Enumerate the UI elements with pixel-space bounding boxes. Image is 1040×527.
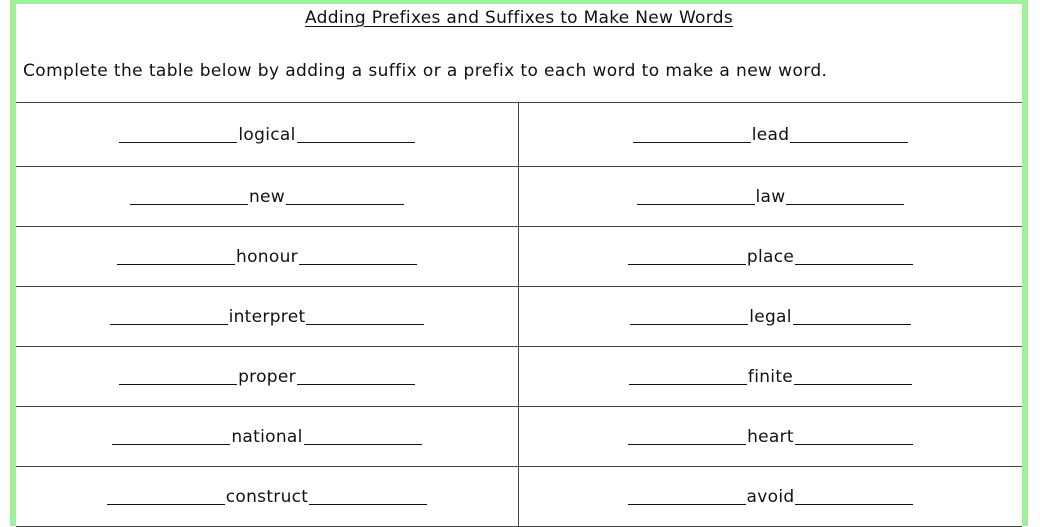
table-cell-right [519,103,1022,166]
root-word: lead [751,124,790,145]
table-cell-left [16,287,519,346]
table-row [16,347,1022,407]
prefix-blank[interactable] [628,263,746,265]
table-row [16,287,1022,347]
suffix-blank[interactable] [304,443,422,445]
prefix-blank[interactable] [119,383,237,385]
root-word: place [746,246,795,267]
suffix-blank[interactable] [793,323,911,325]
table-row [16,103,1022,167]
root-word: avoid [746,486,795,507]
root-word: legal [749,306,792,327]
prefix-blank[interactable] [629,383,747,385]
table-cell-left [16,407,519,466]
prefix-blank[interactable] [112,443,230,445]
worksheet-page [10,0,1028,526]
root-word: heart [747,426,794,447]
suffix-blank[interactable] [790,141,908,143]
prefix-blank[interactable] [119,141,237,143]
prefix-blank[interactable] [107,503,225,505]
root-word: law [755,186,786,207]
table-cell-right [519,407,1022,466]
prefix-blank[interactable] [628,503,746,505]
table-cell-right [519,227,1022,286]
table-cell-right [519,287,1022,346]
instruction-text: Complete the table below by adding a suffix or a prefix to each word to make a new word. [23,61,828,81]
table-cell-right [519,167,1022,226]
prefix-blank[interactable] [637,203,755,205]
table-row [16,227,1022,287]
table-cell-left [16,103,519,166]
suffix-blank[interactable] [786,203,904,205]
prefix-blank[interactable] [633,141,751,143]
suffix-blank[interactable] [306,323,424,325]
root-word: national [231,426,303,447]
table-row [16,167,1022,227]
suffix-blank[interactable] [795,443,913,445]
table-cell-left [16,167,519,226]
table-cell-left [16,467,519,526]
root-word: interpret [228,306,306,327]
root-word: construct [225,486,309,507]
word-table [16,102,1022,527]
prefix-blank[interactable] [628,443,746,445]
table-cell-left [16,227,519,286]
table-cell-right [519,467,1022,526]
root-word: honour [236,246,298,267]
table-cell-left [16,347,519,406]
suffix-blank[interactable] [299,263,417,265]
root-word: finite [747,366,794,387]
suffix-blank[interactable] [286,203,404,205]
suffix-blank[interactable] [297,383,415,385]
table-cell-right [519,347,1022,406]
prefix-blank[interactable] [110,323,228,325]
root-word: logical [238,124,296,145]
prefix-blank[interactable] [130,203,248,205]
suffix-blank[interactable] [297,141,415,143]
table-row [16,467,1022,527]
suffix-blank[interactable] [795,503,913,505]
worksheet-title: Adding Prefixes and Suffixes to Make New Words [305,8,733,28]
suffix-blank[interactable] [795,263,913,265]
table-row [16,407,1022,467]
prefix-blank[interactable] [117,263,235,265]
suffix-blank[interactable] [794,383,912,385]
root-word: proper [238,366,296,387]
suffix-blank[interactable] [309,503,427,505]
root-word: new [248,186,286,207]
prefix-blank[interactable] [630,323,748,325]
